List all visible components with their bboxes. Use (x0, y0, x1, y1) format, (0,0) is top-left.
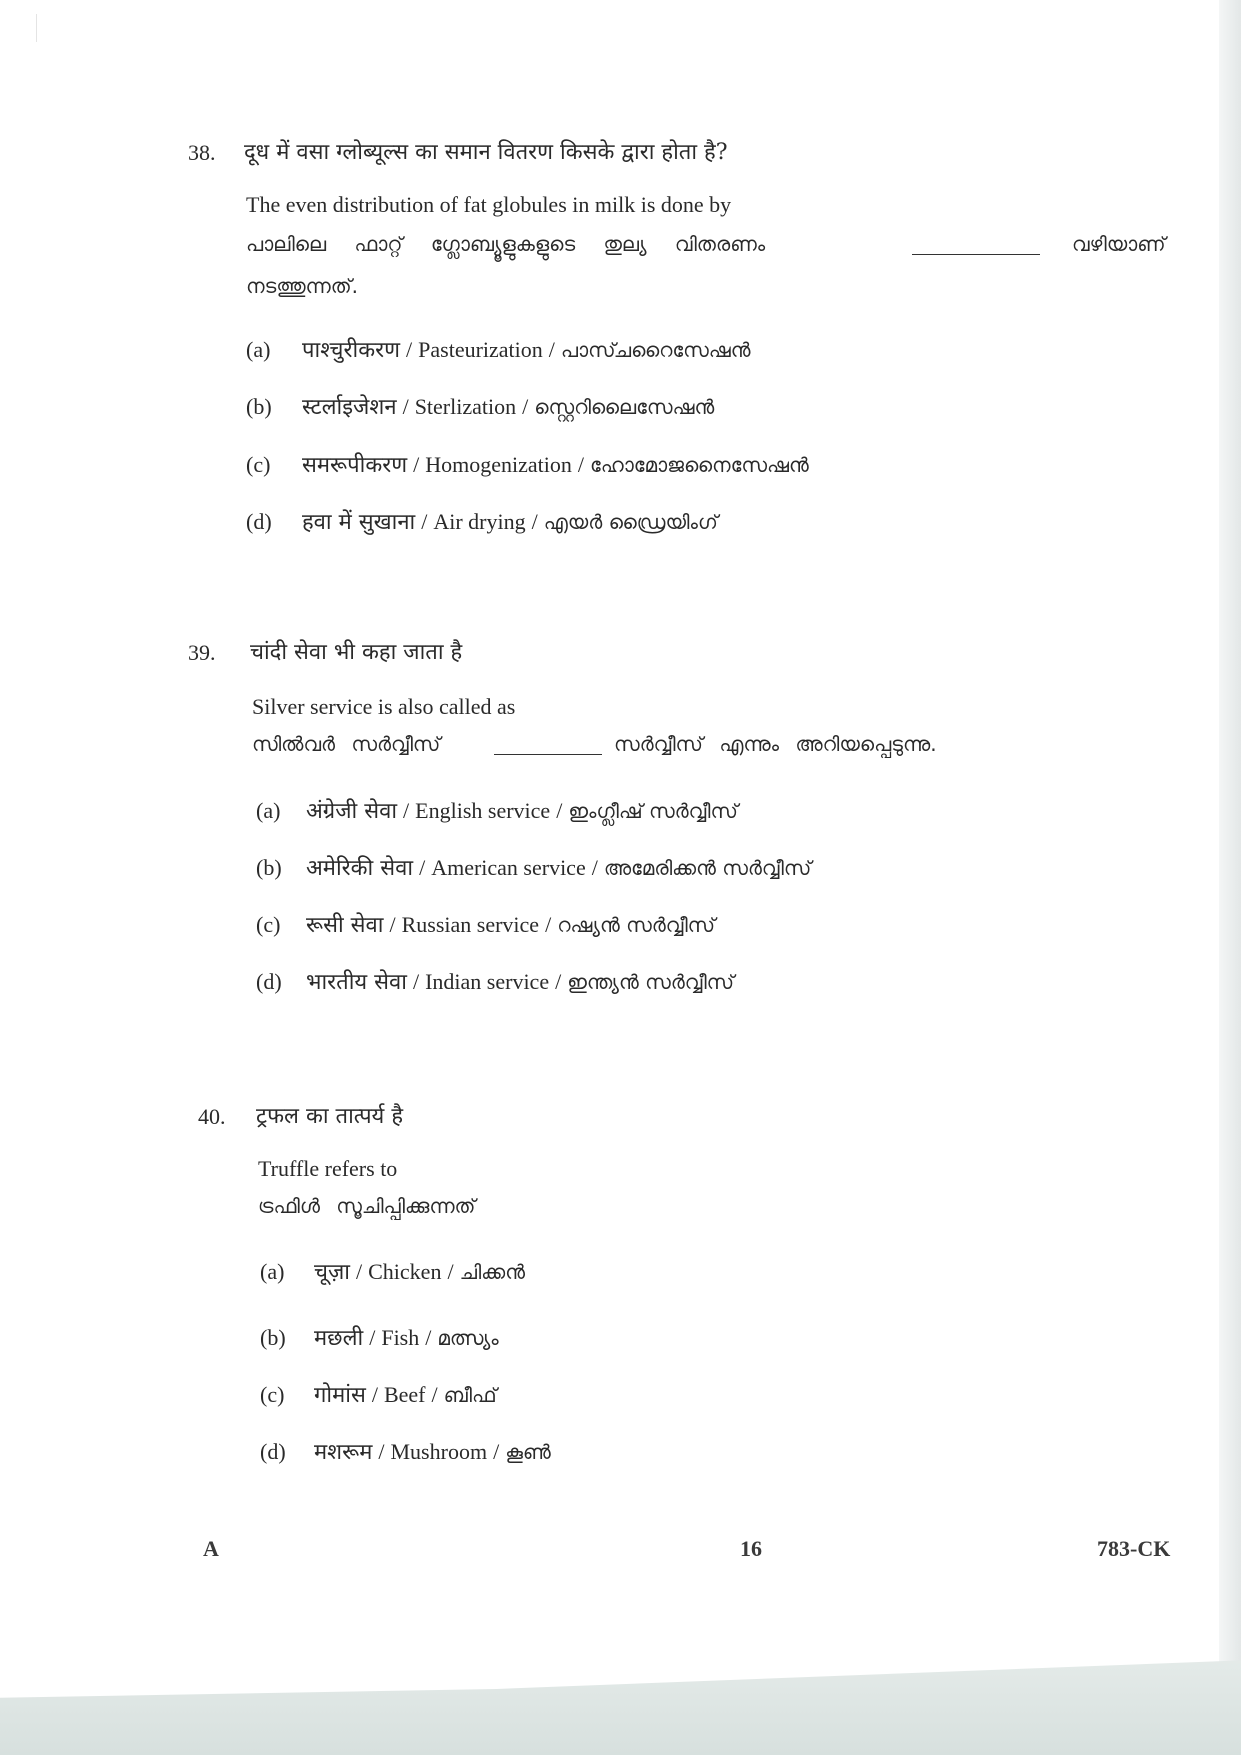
option-malayalam: ചിക്കൻ (459, 1260, 525, 1284)
option-label: (a) (246, 337, 271, 362)
separator: / (356, 1259, 363, 1284)
option-hindi: हवा में सुखाना (302, 510, 416, 535)
question-text-malayalam: പാലിലെ ഫാറ്റ് ഗ്ലോബ്യൂളുകളുടെ തുല്യ വിതരണം (246, 232, 766, 256)
separator: / (421, 509, 428, 534)
separator: / (577, 452, 585, 477)
question-text-hindi: चांदी सेवा भी कहा जाता है (250, 640, 463, 665)
option-c (246, 449, 809, 479)
separator: / (402, 394, 409, 419)
question-text-hindi: ट्रफल का तात्पर्य है (256, 1104, 403, 1129)
question-text-malayalam-line2: നടത്തുന്നത്. (246, 274, 358, 298)
paper-code: 783-CK (1097, 1536, 1171, 1561)
option-label: (a) (256, 798, 281, 823)
separator: / (369, 1325, 376, 1350)
option-english: Russian service (401, 912, 540, 937)
option-a (246, 334, 751, 364)
question-number: 39. (188, 640, 216, 665)
option-hindi: अंग्रेजी सेवा (306, 799, 398, 824)
option-label: (a) (260, 1259, 285, 1284)
option-english: Sterlization (414, 394, 517, 419)
separator: / (447, 1259, 454, 1284)
separator: / (555, 969, 562, 994)
separator: / (389, 912, 396, 937)
question-text-english: Silver service is also called as (252, 694, 516, 719)
option-hindi: समरूपीकरण (302, 453, 408, 478)
separator: / (419, 855, 426, 880)
option-label: (b) (260, 1325, 286, 1350)
option-malayalam: റഷ്യൻ സർവ്വീസ് (557, 913, 716, 937)
option-label: (b) (246, 394, 272, 419)
separator: / (371, 1382, 378, 1407)
option-label: (d) (260, 1439, 286, 1464)
separator: / (493, 1439, 500, 1464)
page-number: 16 (740, 1536, 762, 1561)
option-english: Air drying (433, 509, 526, 534)
option-hindi: मशरूम (314, 1440, 373, 1465)
option-malayalam: ഇന്ത്യൻ സർവ്വീസ് (567, 970, 735, 994)
option-malayalam: ഇംഗ്ലീഷ് സർവ്വീസ് (568, 799, 738, 823)
option-d (260, 1436, 551, 1466)
option-hindi: भारतीय सेवा (306, 970, 407, 995)
option-english: Beef (383, 1382, 426, 1407)
scan-page-edge (1219, 0, 1241, 1755)
option-malayalam: പാസ്ചറൈസേഷൻ (560, 338, 751, 362)
option-label: (b) (256, 855, 282, 880)
option-label: (c) (260, 1382, 285, 1407)
separator: / (522, 394, 529, 419)
question-number: 38. (188, 140, 216, 165)
option-english: Indian service (425, 969, 550, 994)
separator: / (425, 1325, 432, 1350)
option-b (246, 391, 714, 421)
option-label: (c) (246, 452, 271, 477)
answer-blank (912, 234, 1040, 259)
question-text-malayalam: ട്രഫിൾ സൂചിപ്പിക്കുന്നത് (258, 1194, 476, 1218)
option-malayalam: ഹോമോജനൈസേഷൻ (590, 453, 809, 477)
separator: / (548, 337, 555, 362)
separator: / (412, 969, 420, 994)
option-english: Pasteurization (418, 337, 543, 362)
option-b (256, 852, 811, 882)
option-hindi: पाश्चुरीकरण (302, 338, 401, 363)
option-malayalam: സ്റ്റെറിലൈസേഷൻ (534, 395, 715, 419)
option-label: (c) (256, 912, 281, 937)
question-number: 40. (198, 1104, 226, 1129)
option-english: English service (415, 798, 551, 823)
option-hindi: मछली (314, 1326, 364, 1351)
question-text-malayalam-end: വഴിയാണ് (1072, 232, 1166, 256)
question-text-malayalam: സിൽവർ സർവ്വീസ് (252, 732, 441, 756)
option-hindi: स्टर्लाइजेशन (302, 395, 397, 420)
separator: / (403, 798, 410, 823)
separator: / (591, 855, 598, 880)
scan-bottom-shadow (0, 1645, 1241, 1755)
option-malayalam: മത്സ്യം (437, 1326, 499, 1350)
option-a (260, 1256, 525, 1286)
option-label: (d) (256, 969, 282, 994)
option-english: Chicken (368, 1259, 442, 1284)
question-text-malayalam-end: സർവ്വീസ് എന്നും അറിയപ്പെടുന്നു. (614, 732, 937, 756)
separator: / (378, 1439, 385, 1464)
separator: / (431, 1382, 438, 1407)
option-b (260, 1322, 499, 1352)
separator: / (556, 798, 563, 823)
scan-corner-mark (36, 14, 37, 42)
option-d (256, 966, 734, 996)
option-a (256, 795, 738, 825)
question-text-hindi: दूध में वसा ग्लोब्यूल्स का समान वितरण किसके द्वारा होता है? (244, 140, 728, 165)
option-c (260, 1379, 497, 1409)
answer-blank (494, 734, 602, 759)
option-hindi: गोमांस (314, 1383, 366, 1408)
option-hindi: रूसी सेवा (306, 913, 384, 938)
question-text-english: The even distribution of fat globules in milk is done by (246, 192, 732, 217)
question-text-english: Truffle refers to (258, 1156, 398, 1181)
option-c (256, 909, 715, 939)
separator: / (545, 912, 552, 937)
separator: / (413, 452, 420, 477)
option-d (246, 506, 718, 536)
option-english: Mushroom (390, 1439, 488, 1464)
option-english: American service (431, 855, 586, 880)
option-malayalam: ബീഫ് (443, 1383, 497, 1407)
option-english: Homogenization (425, 452, 572, 477)
option-malayalam: കൂൺ (505, 1440, 551, 1464)
option-hindi: चूज़ा (314, 1260, 350, 1285)
option-malayalam: എയർ ഡ്രൈയിംഗ് (543, 510, 718, 534)
series-code: A (203, 1536, 219, 1561)
option-english: Fish (381, 1325, 420, 1350)
option-malayalam: അമേരിക്കൻ സർവ്വീസ് (603, 856, 812, 880)
separator: / (531, 509, 538, 534)
option-hindi: अमेरिकी सेवा (306, 856, 414, 881)
option-label: (d) (246, 509, 272, 534)
separator: / (406, 337, 413, 362)
